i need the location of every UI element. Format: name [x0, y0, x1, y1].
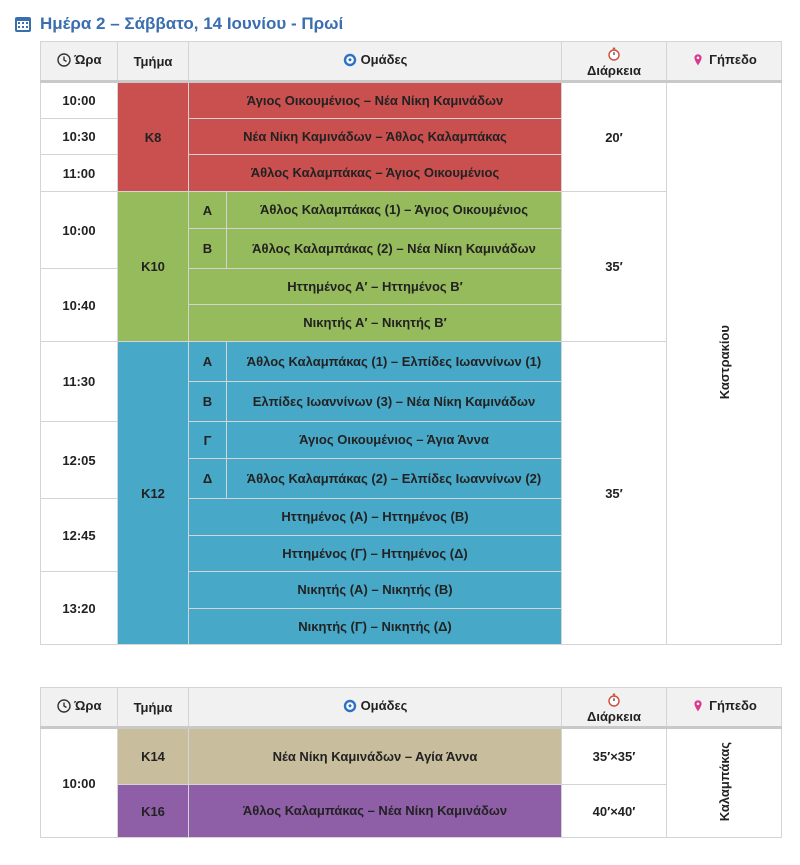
- header-venue: [667, 42, 782, 82]
- match-cell: Νέα Νίκη Καμινάδων – Αγία Άννα: [189, 728, 562, 785]
- venue-label: Καστρακίου: [716, 324, 732, 400]
- venue-label: Καλαμπάκας: [716, 741, 732, 822]
- header-venue-label: Γήπεδο: [709, 698, 757, 714]
- map-pin-icon: [691, 699, 705, 713]
- page-title-bar: [14, 12, 343, 36]
- time-cell: 10:00: [41, 192, 118, 269]
- match-cell: Άγιος Οικουμένιος – Άγια Άννα: [227, 422, 562, 459]
- header-time: [41, 42, 118, 82]
- time-cell: 13:20: [41, 572, 118, 645]
- match-cell: Άθλος Καλαμπάκας – Νέα Νίκη Καμινάδων: [189, 785, 562, 838]
- time-cell: 11:00: [41, 155, 118, 192]
- duration-k14: 35′×35′: [562, 728, 667, 785]
- header-section: Τμήμα: [118, 42, 189, 82]
- match-cell: Άγιος Οικουμένιος – Νέα Νίκη Καμινάδων: [189, 82, 562, 119]
- stopwatch-icon: [607, 693, 621, 707]
- table-row: [41, 728, 782, 785]
- time-cell: 10:00: [41, 728, 118, 838]
- header-teams: [189, 42, 562, 82]
- map-pin-icon: [691, 53, 705, 67]
- match-cell: Άθλος Καλαμπάκας (1) – Άγιος Οικουμένιος: [227, 192, 562, 229]
- header-teams-label: Ομάδες: [360, 52, 408, 68]
- group-letter: Δ: [189, 459, 227, 499]
- table-header-row: [41, 688, 782, 728]
- match-cell: Ηττημένος Α′ – Ηττημένος Β′: [189, 269, 562, 305]
- section-k12: Κ12: [118, 342, 189, 645]
- header-time: [41, 688, 118, 728]
- duration-k8: 20′: [562, 82, 667, 192]
- duration-k12: 35′: [562, 342, 667, 645]
- time-cell: 12:05: [41, 422, 118, 499]
- time-cell: 10:00: [41, 82, 118, 119]
- header-venue: [667, 688, 782, 728]
- match-cell: Άθλος Καλαμπάκας (2) – Ελπίδες Ιωαννίνων (2): [227, 459, 562, 499]
- header-duration-label: Διάρκεια: [586, 708, 641, 724]
- header-time-label: Ώρα: [74, 698, 102, 714]
- soccer-ball-icon: [343, 699, 357, 713]
- venue-kalampakas: [667, 728, 782, 838]
- venue-kastrakiou: [667, 82, 782, 645]
- time-cell: 10:40: [41, 269, 118, 342]
- stopwatch-icon: [607, 47, 621, 61]
- header-teams-label: Ομάδες: [360, 698, 408, 714]
- header-teams: [189, 688, 562, 728]
- table-header-row: [41, 42, 782, 82]
- match-cell: Άθλος Καλαμπάκας (1) – Ελπίδες Ιωαννίνων (1): [227, 342, 562, 382]
- section-k10: Κ10: [118, 192, 189, 342]
- soccer-ball-icon: [343, 53, 357, 67]
- section-k16: Κ16: [118, 785, 189, 838]
- match-cell: Άθλος Καλαμπάκας – Άγιος Οικουμένιος: [189, 155, 562, 192]
- schedule-table-2: [40, 687, 782, 838]
- clock-icon: [57, 699, 71, 713]
- table-row: [41, 82, 782, 119]
- clock-icon: [57, 53, 71, 67]
- time-cell: 11:30: [41, 342, 118, 422]
- match-cell: Άθλος Καλαμπάκας (2) – Νέα Νίκη Καμινάδων: [227, 229, 562, 269]
- duration-k10: 35′: [562, 192, 667, 342]
- match-cell: Ελπίδες Ιωαννίνων (3) – Νέα Νίκη Καμινάδων: [227, 382, 562, 422]
- match-cell: Νικητής Α′ – Νικητής Β′: [189, 305, 562, 342]
- group-letter: Α: [189, 342, 227, 382]
- group-letter: Β: [189, 382, 227, 422]
- match-cell: Νικητής (Γ) – Νικητής (Δ): [189, 609, 562, 645]
- schedule-table-1: [40, 41, 782, 645]
- page-title: Ημέρα 2 – Σάββατο, 14 Ιουνίου - Πρωί: [40, 14, 344, 33]
- header-duration: [562, 42, 667, 82]
- group-letter: Α: [189, 192, 227, 229]
- match-cell: Ηττημένος (Γ) – Ηττημένος (Δ): [189, 536, 562, 572]
- header-time-label: Ώρα: [74, 52, 102, 68]
- header-duration-label: Διάρκεια: [586, 62, 641, 78]
- section-k8: Κ8: [118, 82, 189, 192]
- time-cell: 12:45: [41, 499, 118, 572]
- header-venue-label: Γήπεδο: [709, 52, 757, 68]
- match-cell: Ηττημένος (Α) – Ηττημένος (Β): [189, 499, 562, 536]
- group-letter: Β: [189, 229, 227, 269]
- duration-k16: 40′×40′: [562, 785, 667, 838]
- time-cell: 10:30: [41, 119, 118, 155]
- section-k14: Κ14: [118, 728, 189, 785]
- group-letter: Γ: [189, 422, 227, 459]
- header-section: Τμήμα: [118, 688, 189, 728]
- header-duration: [562, 688, 667, 728]
- match-cell: Νικητής (Α) – Νικητής (Β): [189, 572, 562, 609]
- calendar-icon: [14, 15, 32, 33]
- match-cell: Νέα Νίκη Καμινάδων – Άθλος Καλαμπάκας: [189, 119, 562, 155]
